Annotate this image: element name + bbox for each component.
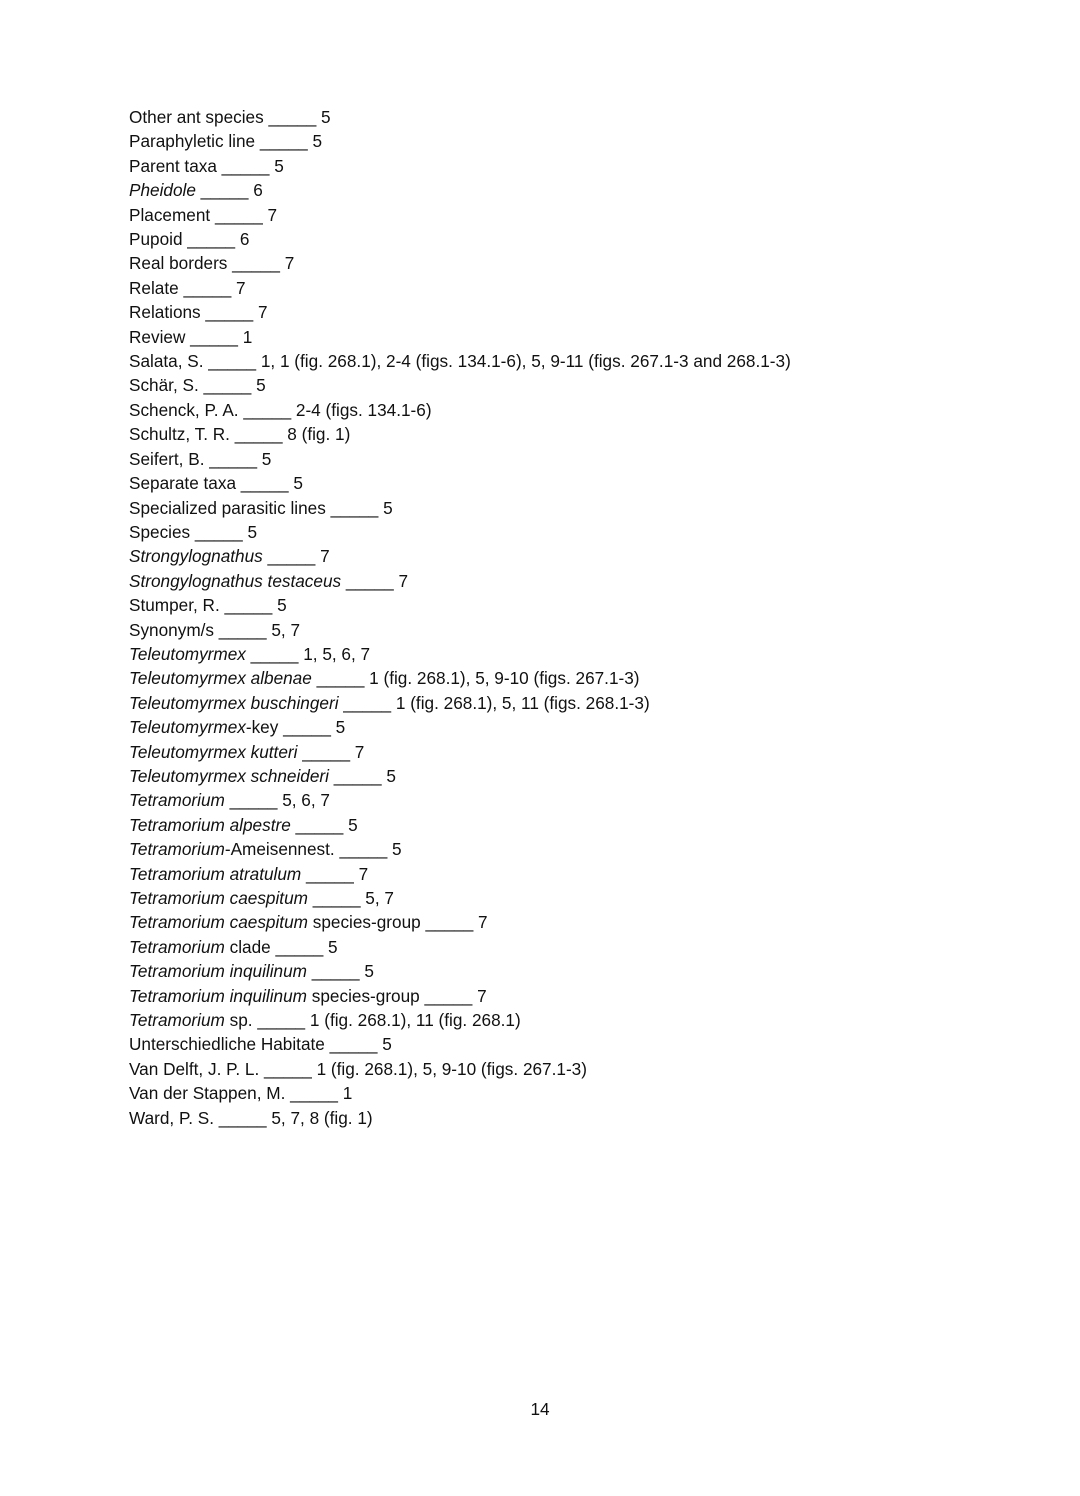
index-entry <box>129 349 791 373</box>
index-entry <box>129 959 791 983</box>
index-text: Real borders _____ 7 <box>129 253 295 274</box>
index-term-italic: Teleutomyrmex <box>129 717 246 738</box>
index-text: Species _____ 5 <box>129 521 258 542</box>
index-entry <box>129 300 791 324</box>
index-term-italic: Teleutomyrmex <box>129 643 246 664</box>
index-entry <box>129 154 791 178</box>
index-entry <box>129 764 791 788</box>
index-term-italic: Tetramorium caespitum <box>129 888 308 908</box>
index-text: Van der Stappen, M. _____ 1 <box>129 1083 353 1104</box>
index-entry <box>129 569 791 593</box>
index-text: Ward, P. S. _____ 5, 7, 8 (fig. 1) <box>129 1107 373 1128</box>
index-entry <box>129 813 791 837</box>
index-text: _____ 6 <box>195 180 263 201</box>
index-term-italic: Tetramorium inquilinum <box>129 985 307 1006</box>
index-text: Other ant species _____ 5 <box>129 107 331 127</box>
index-entry <box>129 1032 791 1056</box>
index-entry <box>129 935 791 959</box>
index-text: Synonym/s _____ 5, 7 <box>129 619 301 640</box>
index-term-italic: Tetramorium atratulum <box>129 863 302 884</box>
index-text: Seifert, B. _____ 5 <box>129 448 272 469</box>
index-entry <box>129 276 791 300</box>
index-text: _____ 5, 7 <box>307 888 394 908</box>
index-term-italic: Strongylognathus <box>129 546 263 567</box>
index-text: Paraphyletic line _____ 5 <box>129 131 323 152</box>
index-entry <box>129 788 791 812</box>
index-entry <box>129 227 791 251</box>
index-entry <box>129 520 791 544</box>
index-entry <box>129 740 791 764</box>
index-text: Relations _____ 7 <box>129 302 268 323</box>
index-entry <box>129 642 791 666</box>
index-text: _____ 5 <box>307 961 374 982</box>
index-term-italic: Tetramorium alpestre <box>129 814 291 835</box>
index-term-italic: Tetramorium caespitum <box>129 912 308 933</box>
index-term-italic: Teleutomyrmex albenae <box>129 668 312 689</box>
index-entry <box>129 984 791 1008</box>
index-entry <box>129 129 791 153</box>
index-text: Schultz, T. R. _____ 8 (fig. 1) <box>129 424 351 445</box>
index-text: Salata, S. _____ 1, 1 (fig. 268.1), 2-4 (figs. 134.1-6), 5, 9-11 (figs. 267.1-3 and 268.1-3) <box>129 351 791 372</box>
index-term-italic: Tetramorium inquilinum <box>129 961 307 982</box>
index-entry <box>129 203 791 227</box>
index-entry <box>129 666 791 690</box>
index-entry <box>129 715 791 739</box>
index-text: Review _____ 1 <box>129 326 253 347</box>
index-entry <box>129 325 791 349</box>
index-text: Schenck, P. A. _____ 2-4 (figs. 134.1-6) <box>129 399 432 420</box>
index-term-italic: Teleutomyrmex kutteri <box>129 741 298 762</box>
index-text: _____ 7 <box>262 546 330 567</box>
index-entry <box>129 105 791 129</box>
index-text: species-group _____ 7 <box>307 912 488 933</box>
index-text: Specialized parasitic lines _____ 5 <box>129 497 393 518</box>
index-entry <box>129 886 791 910</box>
index-entry <box>129 544 791 568</box>
index-term-italic: Tetramorium <box>129 790 225 811</box>
index-text: _____ 1 (fig. 268.1), 5, 9-10 (figs. 267.1-3) <box>311 668 640 689</box>
index-entry <box>129 1081 791 1105</box>
index-text: _____ 5 <box>290 814 358 835</box>
index-entry <box>129 691 791 715</box>
index-text: Van Delft, J. P. L. _____ 1 (fig. 268.1), 5, 9-10 (figs. 267.1-3) <box>129 1058 587 1079</box>
index-text: _____ 7 <box>297 741 365 762</box>
index-text: species-group _____ 7 <box>307 985 487 1006</box>
index-term-italic: Tetramorium <box>129 1010 225 1031</box>
index-text: _____ 7 <box>341 570 409 591</box>
index-entry <box>129 1057 791 1081</box>
index-text: _____ 5 <box>328 765 396 786</box>
index-text: _____ 1, 5, 6, 7 <box>245 643 371 664</box>
index-text: Stumper, R. _____ 5 <box>129 595 287 616</box>
index-text: sp. _____ 1 (fig. 268.1), 11 (fig. 268.1) <box>224 1010 521 1031</box>
index-entry <box>129 1106 791 1130</box>
index-entry <box>129 837 791 861</box>
index-text: -key _____ 5 <box>245 717 346 738</box>
index-text: Placement _____ 7 <box>129 204 278 225</box>
index-entry <box>129 251 791 275</box>
index-term-italic: Teleutomyrmex schneideri <box>129 765 329 786</box>
index-term-italic: Pheidole <box>129 180 196 201</box>
index-entry <box>129 178 791 202</box>
index-text: Separate taxa _____ 5 <box>129 473 303 494</box>
index-text: _____ 1 (fig. 268.1), 5, 11 (figs. 268.1-3) <box>338 692 650 713</box>
index-entry <box>129 618 791 642</box>
page-number: 14 <box>530 1399 550 1419</box>
index-term-italic: Tetramorium <box>129 839 225 860</box>
index-text: _____ 7 <box>301 863 369 884</box>
index-text: Pupoid _____ 6 <box>129 229 250 250</box>
index-list <box>129 105 791 1130</box>
index-entry <box>129 471 791 495</box>
index-entry <box>129 496 791 520</box>
index-term-italic: Teleutomyrmex buschingeri <box>129 692 339 713</box>
index-entry <box>129 373 791 397</box>
index-text: clade _____ 5 <box>224 936 338 957</box>
index-entry <box>129 910 791 934</box>
index-entry <box>129 862 791 886</box>
index-term-italic: Tetramorium <box>129 936 225 957</box>
index-text: -Ameisennest. _____ 5 <box>224 839 402 860</box>
index-text: _____ 5, 6, 7 <box>224 790 330 811</box>
index-text: Parent taxa _____ 5 <box>129 155 284 176</box>
index-entry <box>129 1008 791 1032</box>
index-entry <box>129 398 791 422</box>
index-entry <box>129 593 791 617</box>
index-entry <box>129 422 791 446</box>
index-entry <box>129 447 791 471</box>
index-term-italic: Strongylognathus testaceus <box>129 570 342 591</box>
index-text: Relate _____ 7 <box>129 277 246 298</box>
index-text: Unterschiedliche Habitate _____ 5 <box>129 1034 392 1055</box>
index-text: Schär, S. _____ 5 <box>129 375 266 396</box>
